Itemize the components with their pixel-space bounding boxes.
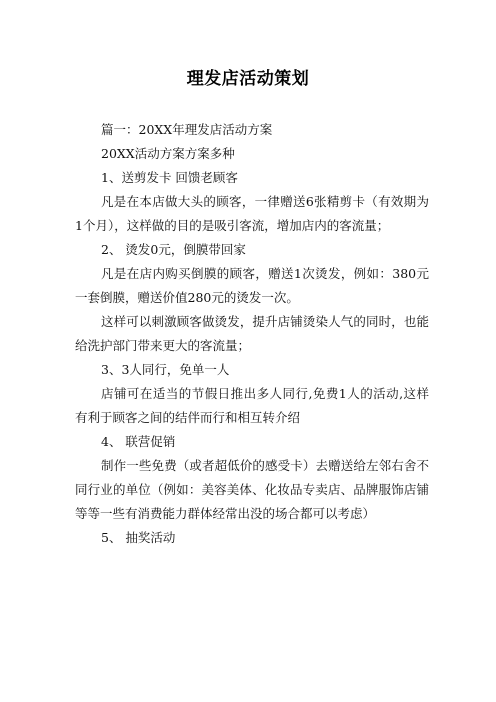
paragraph: 2、 烫发0元，倒膜带回家	[101, 242, 246, 257]
paragraph: 凡是在店内购买倒膜的顾客，赠送1次烫发，例如：380元一套倒膜，赠送价值280元的烫发一次。	[75, 266, 429, 305]
document-title: 理发店活动策划	[186, 69, 310, 89]
document-body	[75, 118, 429, 550]
paragraph: 制作一些免费（或者超低价的感受卡）去赠送给左邻右舍不同行业的单位（例如：美容美体、化妆品专卖店、品牌服饰店铺等等一些有消费能力群体经常出没的场合都可以考虑）	[75, 458, 429, 521]
paragraph: 1、送剪发卡 回馈老顾客	[101, 170, 238, 185]
paragraph: 5、 抽奖活动	[101, 530, 176, 545]
paragraph: 这样可以刺激顾客做烫发，提升店铺烫染人气的同时，也能给洗护部门带来更大的客流量；	[75, 314, 429, 353]
paragraph: 4、 联营促销	[101, 434, 176, 449]
paragraph: 3、3人同行，免单一人	[101, 362, 230, 377]
paragraph: 店铺可在适当的节假日推出多人同行,免费1人的活动,这样有利于顾客之间的结伴而行和相互转介绍	[75, 386, 429, 425]
paragraph: 篇一：20XX年理发店活动方案	[101, 122, 273, 137]
paragraph: 20XX活动方案方案多种	[101, 146, 235, 161]
paragraph: 凡是在本店做大头的顾客，一律赠送6张精剪卡（有效期为1个月），这样做的目的是吸引客流，增加店内的客流量；	[75, 194, 429, 233]
